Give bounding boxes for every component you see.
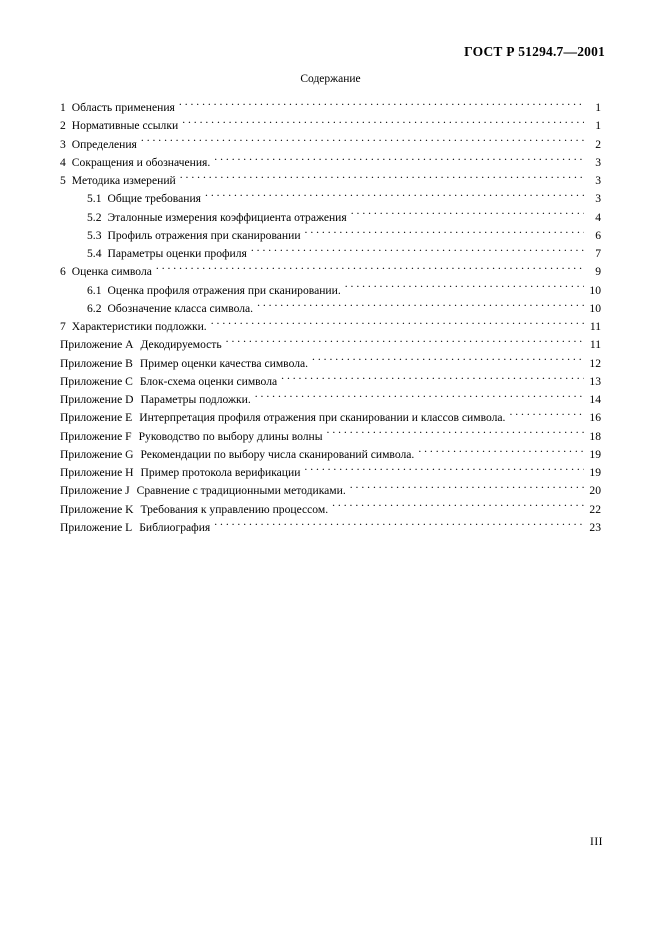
toc-dot-leader [257, 300, 584, 312]
toc-entry-page-number: 11 [589, 338, 601, 352]
toc-entry-page-number: 14 [589, 393, 601, 406]
toc-entry-number: 2 [60, 119, 66, 133]
toc-dot-leader [418, 446, 584, 458]
toc-entry[interactable] [60, 209, 601, 227]
toc-entry-number: 5.4 [87, 247, 102, 260]
toc-entry-number: Приложение G [60, 447, 134, 461]
toc-entry-page-number: 1 [595, 119, 601, 133]
toc-entry-label: Декодируемость [140, 338, 222, 352]
toc-entry-label: Общие требования [107, 192, 202, 206]
toc-entry-label: Блок-схема оценки символа [139, 374, 278, 388]
toc-entry[interactable] [60, 373, 601, 391]
toc-entry[interactable] [60, 446, 601, 464]
toc-entry-page-number: 18 [589, 429, 601, 443]
toc-entry[interactable] [60, 318, 601, 336]
toc-entry-label: Методика измерений [71, 174, 176, 187]
toc-entry-label: Сравнение с традиционными методиками. [136, 484, 346, 498]
toc-entry-number: Приложение F [60, 429, 132, 443]
toc-entry-page-number: 10 [589, 301, 601, 315]
toc-entry-label: Определения [71, 137, 137, 151]
toc-dot-leader [255, 391, 584, 403]
toc-entry[interactable] [60, 409, 601, 427]
toc-entry-page-number: 6 [595, 228, 601, 242]
toc-entry-number: 6 [60, 265, 66, 279]
toc-entry-number: 4 [60, 155, 66, 169]
toc-entry-number: Приложение K [60, 502, 134, 516]
toc-entry-page-number: 2 [595, 137, 601, 151]
toc-entry-page-number: 20 [589, 484, 601, 498]
toc-dot-leader [180, 172, 584, 184]
toc-entry[interactable] [60, 519, 601, 537]
toc-entry-label: Эталонные измерения коэффициента отражения [107, 210, 347, 224]
toc-entry-label: Пример оценки качества символа. [139, 356, 309, 370]
toc-entry[interactable] [60, 136, 601, 154]
toc-entry-number: 7 [60, 320, 66, 333]
toc-dot-leader [281, 373, 584, 385]
toc-entry-number: 5.3 [87, 228, 102, 242]
toc-dot-leader [156, 264, 584, 276]
toc-entry-number: 6.2 [87, 301, 102, 315]
toc-entry-page-number: 7 [595, 247, 601, 260]
page-title: Содержание [300, 73, 361, 85]
toc-entry-page-number: 3 [595, 155, 601, 169]
standard-number-header: ГОСТ Р 51294.7—2001 [464, 44, 605, 59]
toc-entry-label: Параметры оценки профиля [107, 247, 247, 260]
toc-entry-number: 3 [60, 137, 66, 151]
toc-entry[interactable] [60, 501, 601, 519]
toc-entry-page-number: 19 [589, 447, 601, 461]
toc-entry[interactable] [60, 464, 601, 482]
toc-dot-leader [214, 154, 584, 166]
toc-entry-page-number: 11 [589, 320, 601, 333]
toc-entry[interactable] [60, 99, 601, 117]
toc-entry[interactable] [60, 336, 601, 354]
toc-dot-leader [345, 282, 584, 294]
toc-entry-page-number: 13 [589, 374, 601, 388]
toc-entry-label: Обозначение класса символа. [107, 301, 254, 315]
toc-entry-page-number: 23 [589, 520, 601, 534]
toc-entry-number: Приложение L [60, 520, 133, 534]
toc-entry-number: 5 [60, 174, 66, 187]
toc-dot-leader [327, 428, 584, 440]
toc-entry-number: Приложение A [60, 338, 134, 352]
toc-dot-leader [509, 410, 584, 422]
toc-dot-leader [211, 318, 584, 330]
toc-dot-leader [251, 245, 584, 257]
toc-entry-number: 5.1 [87, 192, 102, 206]
toc-dot-leader [205, 191, 584, 203]
toc-entry-label: Область применения [71, 101, 175, 114]
toc-entry[interactable] [60, 282, 601, 300]
toc-entry-page-number: 1 [595, 101, 601, 114]
toc-entry-page-number: 19 [589, 466, 601, 479]
toc-dot-leader [304, 464, 584, 476]
toc-entry-page-number: 4 [595, 210, 601, 224]
toc-entry-number: 5.2 [87, 210, 102, 224]
toc-entry-page-number: 16 [589, 411, 601, 425]
toc-entry-number: Приложение D [60, 393, 134, 406]
toc-entry-page-number: 3 [595, 174, 601, 187]
toc-dot-leader [312, 355, 584, 367]
toc-entry[interactable] [60, 190, 601, 208]
toc-dot-leader [141, 136, 584, 148]
toc-dot-leader [305, 227, 584, 239]
toc-entry-number: Приложение H [60, 466, 134, 479]
page-number-folio: III [590, 836, 603, 848]
toc-entry[interactable] [60, 428, 601, 446]
toc-entry-page-number: 22 [589, 502, 601, 516]
toc-entry[interactable] [60, 355, 601, 373]
toc-entry[interactable] [60, 117, 601, 135]
toc-entry-label: Библиография [139, 520, 211, 534]
toc-entry-label: Рекомендации по выбору числа сканирований символа. [140, 447, 415, 461]
toc-entry[interactable] [60, 482, 601, 500]
toc-entry-label: Оценка символа [71, 265, 152, 279]
toc-entry-number: 6.1 [87, 283, 102, 297]
toc-entry-label: Профиль отражения при сканировании [107, 228, 301, 242]
toc-entry[interactable] [60, 300, 601, 318]
toc-dot-leader [182, 118, 584, 130]
toc-entry-label: Пример протокола верификации [140, 466, 301, 479]
toc-entry-label: Требования к управлению процессом. [140, 502, 329, 516]
toc-entry-number: Приложение J [60, 484, 130, 498]
toc-entry-page-number: 9 [595, 265, 601, 279]
toc-entry-label: Параметры подложки. [140, 393, 251, 406]
toc-entry-number: Приложение E [60, 411, 133, 425]
toc-dot-leader [351, 209, 584, 221]
toc-entry-page-number: 3 [595, 192, 601, 206]
toc-entry[interactable] [60, 263, 601, 281]
toc-entry[interactable] [60, 227, 601, 245]
toc-entry-page-number: 10 [589, 283, 601, 297]
toc-entry-number: 1 [60, 101, 66, 114]
toc-dot-leader [226, 337, 584, 349]
toc-entry-label: Интерпретация профиля отражения при сканировании и классов символа. [139, 411, 506, 425]
toc-entry-page-number: 12 [589, 356, 601, 370]
toc-entry[interactable] [60, 245, 601, 263]
toc-entry-number: Приложение C [60, 374, 133, 388]
toc-entry[interactable] [60, 172, 601, 190]
toc-dot-leader [350, 483, 584, 495]
toc-entry-label: Оценка профиля отражения при сканировании. [107, 283, 341, 297]
table-of-contents [60, 99, 601, 537]
toc-dot-leader [332, 501, 584, 513]
toc-entry-label: Характеристики подложки. [71, 320, 207, 333]
toc-entry[interactable] [60, 154, 601, 172]
toc-dot-leader [214, 519, 584, 531]
toc-dot-leader [179, 99, 584, 111]
toc-entry-label: Руководство по выбору длины волны [138, 429, 323, 443]
toc-entry[interactable] [60, 391, 601, 409]
toc-entry-label: Сокращения и обозначения. [71, 155, 211, 169]
toc-entry-label: Нормативные ссылки [71, 119, 179, 133]
toc-entry-number: Приложение B [60, 356, 133, 370]
